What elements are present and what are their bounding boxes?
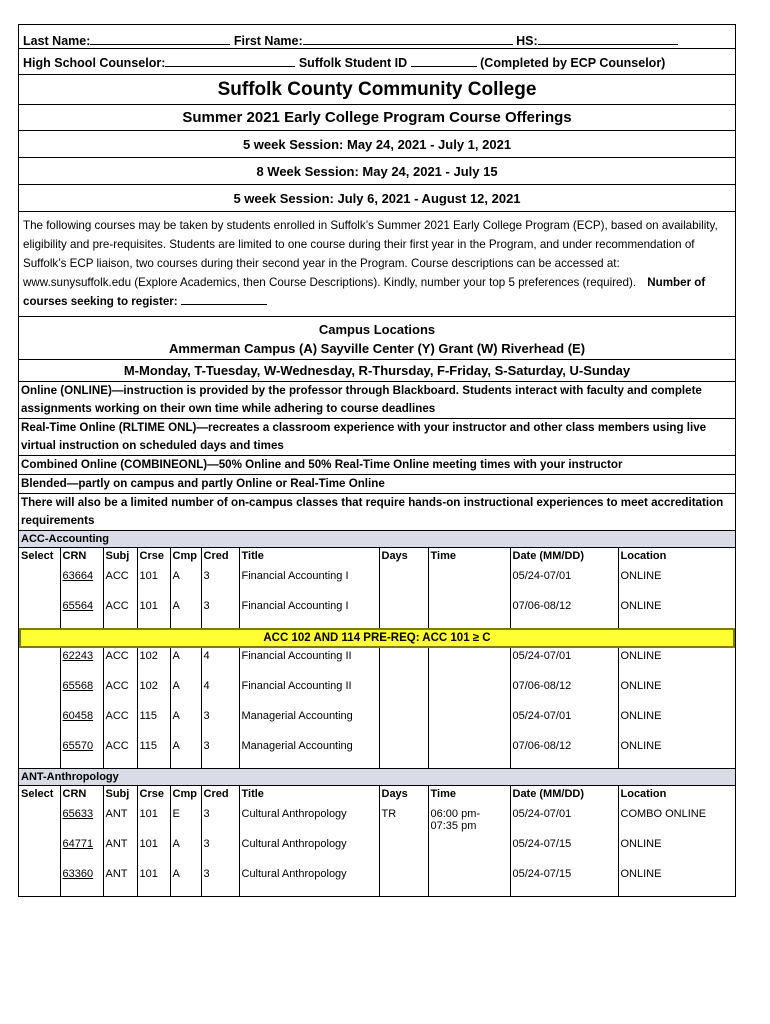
cell-crn[interactable]: 65633 <box>60 806 103 836</box>
cell-crn[interactable]: 63360 <box>60 866 103 896</box>
col-subj: Subj <box>103 548 137 568</box>
cell-crse: 101 <box>137 568 170 598</box>
cell-time <box>428 568 510 598</box>
column-header-row <box>19 548 735 568</box>
cell-days: TR <box>379 806 428 836</box>
dept-header-ant: ANT-Anthropology <box>19 769 735 786</box>
first-name-label: First Name: <box>233 34 303 48</box>
cell-cred: 4 <box>201 678 239 708</box>
cell-subj: ACC <box>103 738 137 768</box>
cell-days <box>379 648 428 678</box>
cell-crn[interactable]: 64771 <box>60 836 103 866</box>
program-title: Summer 2021 Early College Program Course Offerings <box>19 105 735 131</box>
completed-by-note: (Completed by ECP Counselor) <box>480 56 666 70</box>
acc-course-table-2 <box>19 648 735 768</box>
col-subj: Subj <box>103 786 137 806</box>
course-row <box>19 678 735 708</box>
cell-location: COMBO ONLINE <box>618 806 735 836</box>
cell-location: ONLINE <box>618 598 735 628</box>
cell-date: 05/24-07/15 <box>510 866 618 896</box>
cell-cmp: A <box>170 568 201 598</box>
cell-subj: ACC <box>103 678 137 708</box>
cell-title: Financial Accounting I <box>239 568 379 598</box>
col-title: Title <box>239 786 379 806</box>
session-2: 8 Week Session: May 24, 2021 - July 15 <box>19 158 735 185</box>
col-date: Date (MM/DD) <box>510 786 618 806</box>
cell-cred: 3 <box>201 598 239 628</box>
cell-crn[interactable]: 63664 <box>60 568 103 598</box>
cell-cred: 3 <box>201 866 239 896</box>
course-row <box>19 806 735 836</box>
course-row <box>19 866 735 896</box>
cell-time <box>428 708 510 738</box>
cell-location: ONLINE <box>618 568 735 598</box>
ant-table-wrap <box>19 786 735 896</box>
col-select: Select <box>21 788 54 800</box>
cell-date: 07/06-08/12 <box>510 738 618 768</box>
cell-cred: 3 <box>201 708 239 738</box>
cell-location: ONLINE <box>618 866 735 896</box>
course-row <box>19 708 735 738</box>
select-cell[interactable] <box>19 648 60 678</box>
cell-date: 05/24-07/01 <box>510 806 618 836</box>
campus-heading: Campus Locations <box>318 322 436 337</box>
course-row <box>19 836 735 866</box>
session-3: 5 week Session: July 6, 2021 - August 12, 2021 <box>19 185 735 212</box>
counselor-label: High School Counselor: <box>23 56 166 70</box>
col-cmp: Cmp <box>170 786 201 806</box>
cell-title: Financial Accounting II <box>239 648 379 678</box>
col-select: Select <box>21 550 54 562</box>
cell-days <box>379 866 428 896</box>
cell-time <box>428 836 510 866</box>
cell-subj: ACC <box>103 708 137 738</box>
cell-crn[interactable]: 65564 <box>60 598 103 628</box>
cell-cmp: A <box>170 738 201 768</box>
days-legend: M-Monday, T-Tuesday, W-Wednesday, R-Thursday, F-Friday, S-Saturday, U-Sunday <box>19 360 735 382</box>
cell-date: 05/24-07/01 <box>510 648 618 678</box>
cell-date: 05/24-07/01 <box>510 568 618 598</box>
cell-date: 05/24-07/01 <box>510 708 618 738</box>
definition-oncampus: There will also be a limited number of on-campus classes that require hands-on instructional experiences to meet accreditation requirements <box>19 494 735 531</box>
col-crse: Crse <box>137 786 170 806</box>
cell-location: ONLINE <box>618 648 735 678</box>
num-courses-field[interactable] <box>181 293 267 305</box>
cell-title: Cultural Anthropology <box>239 806 379 836</box>
col-days: Days <box>379 786 428 806</box>
col-cred: Cred <box>201 548 239 568</box>
campus-locations <box>19 317 735 360</box>
col-crn: CRN <box>60 786 103 806</box>
select-cell[interactable] <box>19 806 60 836</box>
definition-online: Online (ONLINE)—instruction is provided by the professor through Blackboard. Students interact with faculty and complete assignments working on their own time while adhering to course deadlines <box>19 382 735 419</box>
cell-title: Cultural Anthropology <box>239 836 379 866</box>
cell-crn[interactable]: 65570 <box>60 738 103 768</box>
student-id-label: Suffolk Student ID <box>298 56 408 70</box>
cell-title: Managerial Accounting <box>239 738 379 768</box>
col-cmp: Cmp <box>170 548 201 568</box>
cell-crse: 101 <box>137 806 170 836</box>
course-row <box>19 598 735 628</box>
select-cell[interactable] <box>19 836 60 866</box>
cell-date: 07/06-08/12 <box>510 678 618 708</box>
cell-subj: ANT <box>103 836 137 866</box>
cell-cmp: A <box>170 648 201 678</box>
course-row <box>19 738 735 768</box>
select-cell[interactable] <box>19 568 60 598</box>
col-days: Days <box>379 548 428 568</box>
student-name-row <box>19 25 735 49</box>
cell-days <box>379 708 428 738</box>
definition-combined: Combined Online (COMBINEONL)—50% Online and 50% Real-Time Online meeting times with your instructor <box>19 456 735 475</box>
first-name-field[interactable] <box>303 33 513 45</box>
cell-subj: ACC <box>103 568 137 598</box>
intro-text: The following courses may be taken by students enrolled in Suffolk’s Summer 2021 Early College Program (ECP), based on availability, eligibility and pre-requisites. Students are limited to one course during their first year in the Program, and under recommendation of Suffolk’s ECP liaison, two courses during their second year in the Program. Course descriptions can be accessed at: www.sunysuffolk.edu (Explore Academics, then Course Descriptions). Kindly, number your top 5 preferences (required). <box>23 219 718 289</box>
cell-crn[interactable]: 65568 <box>60 678 103 708</box>
counselor-row <box>19 49 735 75</box>
select-cell[interactable] <box>19 678 60 708</box>
cell-time <box>428 738 510 768</box>
cell-time <box>428 678 510 708</box>
cell-title: Financial Accounting II <box>239 678 379 708</box>
counselor-field[interactable] <box>165 55 295 67</box>
cell-cred: 4 <box>201 648 239 678</box>
cell-subj: ANT <box>103 806 137 836</box>
cell-subj: ANT <box>103 866 137 896</box>
select-cell[interactable] <box>19 866 60 896</box>
cell-time <box>428 866 510 896</box>
cell-time <box>428 598 510 628</box>
course-offerings-form <box>18 24 736 897</box>
hs-label: HS: <box>516 34 538 48</box>
acc-prereq-banner: ACC 102 AND 114 PRE-REQ: ACC 101 ≥ C <box>19 628 735 648</box>
col-date: Date (MM/DD) <box>510 548 618 568</box>
select-cell[interactable] <box>19 598 60 628</box>
cell-days <box>379 678 428 708</box>
cell-title: Financial Accounting I <box>239 598 379 628</box>
student-id-field[interactable] <box>411 55 477 67</box>
select-cell[interactable] <box>19 708 60 738</box>
column-header-row <box>19 786 735 806</box>
cell-date: 05/24-07/15 <box>510 836 618 866</box>
session-1: 5 week Session: May 24, 2021 - July 1, 2021 <box>19 131 735 158</box>
acc-table-wrap <box>19 548 735 769</box>
cell-crse: 101 <box>137 836 170 866</box>
cell-days <box>379 836 428 866</box>
cell-location: ONLINE <box>618 738 735 768</box>
cell-subj: ACC <box>103 648 137 678</box>
cell-location: ONLINE <box>618 708 735 738</box>
cell-crse: 101 <box>137 866 170 896</box>
last-name-label: Last Name: <box>23 34 91 48</box>
cell-cred: 3 <box>201 806 239 836</box>
col-location: Location <box>618 786 735 806</box>
cell-time <box>428 648 510 678</box>
cell-date: 07/06-08/12 <box>510 598 618 628</box>
cell-time: 06:00 pm-07:35 pm <box>428 806 510 836</box>
cell-crse: 101 <box>137 598 170 628</box>
col-title: Title <box>239 548 379 568</box>
cell-cmp: A <box>170 598 201 628</box>
cell-cmp: E <box>170 806 201 836</box>
cell-cred: 3 <box>201 568 239 598</box>
col-time: Time <box>428 548 510 568</box>
cell-title: Managerial Accounting <box>239 708 379 738</box>
college-title: Suffolk County Community College <box>19 75 735 105</box>
num-courses-label: Number of courses seeking to register: <box>23 276 706 308</box>
cell-crse: 102 <box>137 648 170 678</box>
cell-subj: ACC <box>103 598 137 628</box>
select-cell[interactable] <box>19 738 60 768</box>
cell-days <box>379 598 428 628</box>
campus-list: Ammerman Campus (A) Sayville Center (Y) Grant (W) Riverhead (E) <box>168 341 586 356</box>
cell-cmp: A <box>170 708 201 738</box>
cell-crse: 115 <box>137 738 170 768</box>
ant-course-table <box>19 786 735 896</box>
intro-paragraph <box>19 212 735 317</box>
course-row <box>19 568 735 598</box>
acc-course-table <box>19 548 735 628</box>
cell-cmp: A <box>170 678 201 708</box>
last-name-field[interactable] <box>90 33 230 45</box>
col-cred: Cred <box>201 786 239 806</box>
cell-crn[interactable]: 60458 <box>60 708 103 738</box>
cell-cmp: A <box>170 866 201 896</box>
cell-cred: 3 <box>201 836 239 866</box>
cell-title: Cultural Anthropology <box>239 866 379 896</box>
cell-crse: 115 <box>137 708 170 738</box>
cell-location: ONLINE <box>618 678 735 708</box>
col-location: Location <box>618 548 735 568</box>
col-crn: CRN <box>60 548 103 568</box>
dept-header-acc: ACC-Accounting <box>19 531 735 548</box>
cell-days <box>379 738 428 768</box>
course-row <box>19 648 735 678</box>
cell-crse: 102 <box>137 678 170 708</box>
col-crse: Crse <box>137 548 170 568</box>
cell-cmp: A <box>170 836 201 866</box>
col-time: Time <box>428 786 510 806</box>
cell-days <box>379 568 428 598</box>
definition-blended: Blended—partly on campus and partly Online or Real-Time Online <box>19 475 735 494</box>
hs-field[interactable] <box>538 33 678 45</box>
cell-location: ONLINE <box>618 836 735 866</box>
definition-realtime: Real-Time Online (RLTIME ONL)—recreates a classroom experience with your instructor and other class members using live virtual instruction on scheduled days and times <box>19 419 735 456</box>
cell-cred: 3 <box>201 738 239 768</box>
cell-crn[interactable]: 62243 <box>60 648 103 678</box>
